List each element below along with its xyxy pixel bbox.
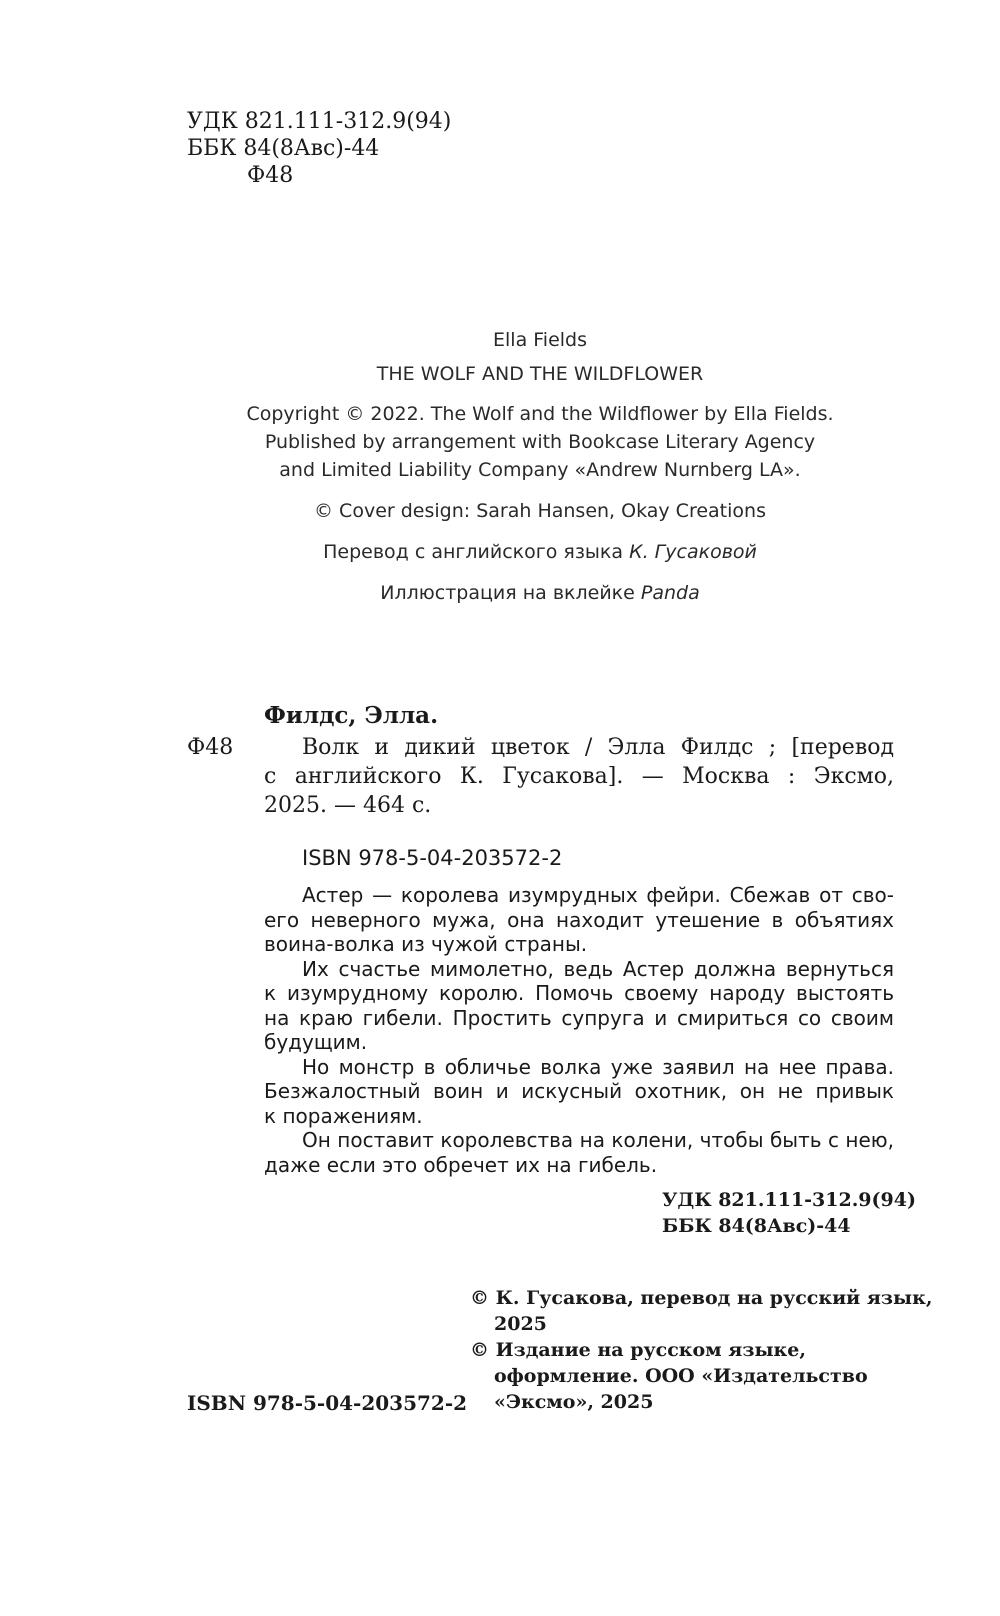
entry-author-sign: Ф48 (187, 735, 234, 760)
annotation-line: Астер — королева изумрудных фейри. Сбежав от сво- (302, 883, 894, 907)
entry-author: Филдс, Элла. (264, 702, 439, 729)
main-isbn: ISBN 978-5-04-203572-2 (187, 1391, 468, 1415)
annotation-line: к изумрудному королю. Помочь своему народу выстоять (264, 981, 894, 1005)
bottom-classification-codes (662, 1187, 916, 1239)
translation-credit (150, 538, 930, 566)
biblio-line: 2025. — 464 с. (264, 793, 432, 818)
copyright-notice (150, 400, 930, 484)
cover-design-credit: © Cover design: Sarah Hansen, Okay Creations (314, 500, 766, 522)
edition-copyright: © Издание на русском языке, (470, 1339, 806, 1361)
udk-code: УДК 821.111-312.9(94) (187, 109, 452, 134)
annotation-line: к поражениям. (264, 1103, 423, 1128)
udk-code: УДК 821.111-312.9(94) (662, 1189, 916, 1211)
annotation-line: Их счастье мимолетно, ведь Астер должна вернуться (302, 956, 894, 981)
annotation-line: Он поставит королевства на колени, чтобы быть с нею, (302, 1128, 894, 1152)
author-sign: Ф48 (247, 163, 294, 188)
entry-isbn: ISBN 978-5-04-203572-2 (302, 846, 563, 870)
copyright-line: Published by arrangement with Bookcase Literary Agency (264, 431, 816, 453)
translation-label: Перевод с английского языка (323, 541, 624, 563)
copyright-notices (470, 1285, 932, 1415)
edition-copyright-cont: оформление. ООО «Издательство (494, 1365, 868, 1387)
annotation-line: на краю гибели. Простить супруга и смириться со своим (264, 1005, 894, 1030)
translator-name: К. Гусаковой (629, 541, 757, 563)
annotation-line: воина-волка из чужой страны. (264, 932, 588, 956)
annotation-line: даже если это обречет их на гибель. (264, 1152, 658, 1177)
illustration-label: Иллюстрация на вклейке (380, 582, 635, 604)
annotation-line: Но монстр в обличье волка уже заявил на нее права. (302, 1054, 894, 1079)
translation-copyright-year: 2025 (494, 1313, 547, 1335)
translation-copyright: © К. Гусакова, перевод на русский язык, (470, 1287, 933, 1309)
illustration-credit (150, 579, 930, 607)
biblio-line: Волк и дикий цветок / Элла Филдс ; [перевод (302, 735, 894, 760)
author-english: Ella Fields (493, 329, 587, 351)
edition-copyright-cont: «Эксмо», 2025 (494, 1391, 654, 1413)
bbk-code: ББК 84(8Авс)-44 (187, 136, 380, 161)
annotation (264, 883, 894, 1177)
annotation-line: его неверного мужа, она находит утешение в объятиях (264, 907, 894, 932)
bbk-code: ББК 84(8Авс)-44 (662, 1215, 851, 1237)
title-english: THE WOLF AND THE WILDFLOWER (376, 363, 704, 385)
top-classification-codes (187, 108, 451, 189)
illustrator-name: Panda (640, 582, 700, 604)
copyright-line: Copyright © 2022. The Wolf and the Wildflower by Ella Fields. (246, 403, 834, 425)
annotation-line: Безжалостный воин и искусный охотник, он не привык (264, 1079, 894, 1103)
copyright-line: and Limited Liability Company «Andrew Nurnberg LA». (279, 459, 801, 481)
biblio-line: с английского К. Гусакова]. — Москва : Эксмо, (264, 764, 894, 789)
original-credits (150, 326, 930, 607)
bibliographic-description (264, 733, 894, 820)
annotation-line: будущим. (264, 1030, 368, 1054)
